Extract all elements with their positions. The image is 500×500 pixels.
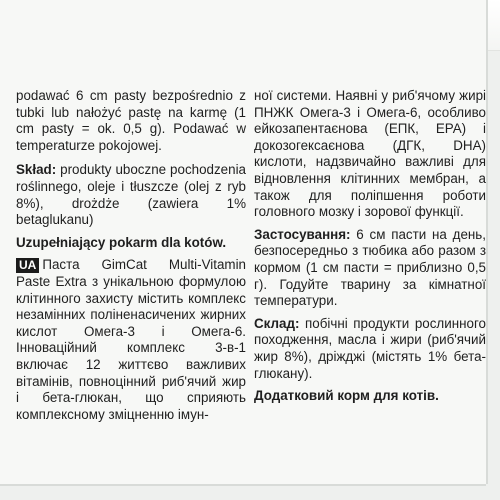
ua-language-badge: UA xyxy=(16,258,39,273)
ukrainian-intro-text: Паста GimCat Multi-Vitamin Paste Extra з унікальною формулою клітинного захисту містить комплекс незамінних поліненасичених жирних кислот Омега-3 і Омега-6. Інноваційний комплекс 3-в-1 включає 12 життєво важливих вітамінів, повноцінний риб'ячий жир і бета-глюкан, що сприяють комплексному зміцненню імун- xyxy=(16,257,246,422)
ukrainian-dosage xyxy=(254,227,486,310)
ukrainian-supplement-line: Додатковий корм для котів. xyxy=(254,388,439,404)
polish-supplement-line: Uzupełniający pokarm dla kotów. xyxy=(16,234,227,250)
ukrainian-continuation-text: ної системи. Наявні у риб'ячому жирі ПНЖК Омега-3 і Омега-6, особливо ейкозапентаєнова (ЕПК, EPA) і докозогексаєнова (ДГК, DHA) кислоти, надзвичайно важливі для відновлення клітинних мембран, а також для поліпшення роботи головного мозку і зорової функції. xyxy=(254,88,486,220)
polish-composition-text: produkty uboczne pochodzenia roślinnego, oleje i tłuszcze (olej z ryb 8%), drożdże (zawiera 1% betaglukanu) xyxy=(16,162,246,228)
ukrainian-intro xyxy=(16,257,246,423)
ukrainian-composition-label: Склад: xyxy=(254,315,300,331)
ukrainian-composition-text: побічні продукти рослинного походження, масла і жири (риб'ячий жир 8%), дріжджі (містять 1% бета-глюкану). xyxy=(254,315,486,381)
ukrainian-dosage-text: 6 см пасти на день, безпосередньо з тюбика або разом з кормом (1 см пасти = приблизно 0,5 г). Годуйте тварину за кімнатної температури. xyxy=(254,226,486,309)
ukrainian-dosage-label: Застосування: xyxy=(254,226,351,242)
polish-composition xyxy=(16,162,246,228)
ukrainian-composition xyxy=(254,316,486,382)
polish-composition-label: Skład: xyxy=(16,162,57,178)
right-text-column xyxy=(254,88,486,411)
polish-usage-text: podawać 6 cm pasty bezpośrednio z tubki lub nałożyć pastę na karmę (1 cm pasty = ok. 0,5 g). Podawać w temperaturze pokojowej. xyxy=(16,88,246,153)
left-text-column xyxy=(16,88,246,429)
